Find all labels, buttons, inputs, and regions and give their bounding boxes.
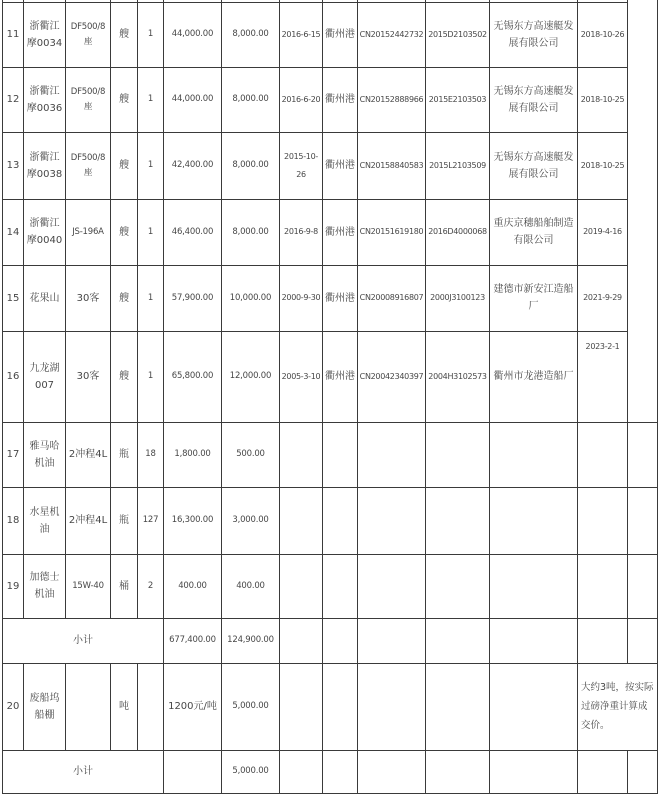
cell-price: 42,400.00 [164,132,222,199]
cell-unit: 吨 [111,663,138,750]
cell-maker: 衢州市龙港造船厂 [490,331,578,422]
cell-model: DF500/8座 [66,67,111,132]
cell-maker: 重庆京穗船舶制造有限公司 [490,199,578,265]
cell-cn-no [358,663,426,750]
subtotal-price: 677,400.00 [164,618,222,663]
cell-name: 九龙湖007 [24,331,66,422]
cell-maker: 无锡东方高速艇发展有限公司 [490,67,578,132]
cell-name: 浙衢江摩0036 [24,67,66,132]
table-row-17 [3,422,658,487]
cell-date [280,487,323,554]
cell-date2: 2021-9-29 [578,265,628,331]
cell-qty [138,663,164,750]
cell-remark [628,554,658,618]
cell-deposit: 8,000.00 [222,199,280,265]
cell-deposit: 8,000.00 [222,132,280,199]
cell-qty: 1 [138,331,164,422]
cell-cn-no [358,487,426,554]
cell-no: 19 [3,554,24,618]
cell-unit: 艘 [111,265,138,331]
cell-reg-no: 2016D4000068 [426,199,490,265]
cell-unit: 瓶 [111,487,138,554]
cell-name: 花果山 [24,265,66,331]
cell-port: 衢州港 [323,265,358,331]
cell-price: 44,000.00 [164,67,222,132]
cell-qty: 1 [138,67,164,132]
table-row-20 [3,663,658,750]
cell-reg-no: 2015E2103503 [426,67,490,132]
auction-items-table [2,0,658,794]
empty-cell [628,750,658,793]
cell-model: 30客 [66,265,111,331]
cell-unit: 艘 [111,67,138,132]
cell-no: 15 [3,265,24,331]
cell-port: 衢州港 [323,132,358,199]
cell-date2 [578,554,628,618]
cell-deposit: 8,000.00 [222,2,280,67]
cell-deposit: 5,000.00 [222,663,280,750]
cell-name: 雅马哈机油 [24,422,66,487]
cell-date [280,554,323,618]
table-row-12 [3,67,658,132]
cell-cn-no: CN20151619180 [358,199,426,265]
cell-model: DF500/8座 [66,2,111,67]
cell-model [66,663,111,750]
cell-name: 浙衢江摩0038 [24,132,66,199]
table-row-13 [3,132,658,199]
table-row-15 [3,265,658,331]
empty-cell [323,618,358,663]
empty-cell [426,750,490,793]
cell-unit: 桶 [111,554,138,618]
cell-qty: 1 [138,132,164,199]
subtotal-row-1 [3,618,658,663]
cell-port: 衢州港 [323,2,358,67]
cell-port [323,663,358,750]
cell-reg-no [426,663,490,750]
cell-reg-no: 2004H3102573 [426,331,490,422]
empty-cell [358,750,426,793]
cell-unit: 艘 [111,199,138,265]
cell-name: 废船坞船棚 [24,663,66,750]
cell-price: 1200元/吨 [164,663,222,750]
cell-date2: 2019-4-16 [578,199,628,265]
cell-no: 14 [3,199,24,265]
cell-no: 16 [3,331,24,422]
cell-price: 400.00 [164,554,222,618]
table-row-11 [3,2,658,67]
remark-merged-cell [628,0,658,422]
cell-port [323,487,358,554]
cell-qty: 127 [138,487,164,554]
cell-date: 2016-9-8 [280,199,323,265]
cell-cn-no [358,554,426,618]
cell-date: 2015-10-26 [280,132,323,199]
cell-qty: 1 [138,265,164,331]
cell-maker: 建德市新安江造船厂 [490,265,578,331]
cell-deposit: 400.00 [222,554,280,618]
cell-cn-no: CN20152442732 [358,2,426,67]
table-row-14 [3,199,658,265]
empty-cell [280,750,323,793]
cell-maker [490,487,578,554]
cell-cn-no: CN20008916807 [358,265,426,331]
cell-no: 18 [3,487,24,554]
cell-deposit: 10,000.00 [222,265,280,331]
empty-cell [426,618,490,663]
cell-model: 15W-40 [66,554,111,618]
cell-unit: 艘 [111,132,138,199]
cell-price: 46,400.00 [164,199,222,265]
cell-port [323,422,358,487]
cell-reg-no: 2000J3100123 [426,265,490,331]
cell-deposit: 3,000.00 [222,487,280,554]
empty-cell [578,750,628,793]
cell-date2: 2018-10-25 [578,67,628,132]
cell-remark [628,422,658,487]
cell-port: 衢州港 [323,199,358,265]
cell-qty: 2 [138,554,164,618]
subtotal-row-2 [3,750,658,793]
cell-name: 浙衢江摩0040 [24,199,66,265]
cell-maker [490,422,578,487]
cell-model: 2冲程4L [66,422,111,487]
empty-cell [490,750,578,793]
table-row-19 [3,554,658,618]
cell-deposit: 500.00 [222,422,280,487]
cell-port: 衢州港 [323,67,358,132]
cell-price: 16,300.00 [164,487,222,554]
cell-maker: 无锡东方高速艇发展有限公司 [490,2,578,67]
cell-date: 2005-3-10 [280,331,323,422]
cell-qty: 1 [138,2,164,67]
cell-reg-no: 2015D2103502 [426,2,490,67]
cell-cn-no: CN20042340397 [358,331,426,422]
cell-price: 1,800.00 [164,422,222,487]
cell-date: 2016-6-20 [280,67,323,132]
cell-deposit: 8,000.00 [222,67,280,132]
cell-name: 水星机油 [24,487,66,554]
cell-price: 44,000.00 [164,2,222,67]
cell-cn-no: CN20158840583 [358,132,426,199]
subtotal-deposit: 124,900.00 [222,618,280,663]
cell-date2: 2023-2-1 [578,331,628,422]
cell-qty: 1 [138,199,164,265]
cell-name: 加德士机油 [24,554,66,618]
cell-maker: 无锡东方高速艇发展有限公司 [490,132,578,199]
cell-unit: 艘 [111,331,138,422]
empty-cell [578,618,628,663]
cell-no: 11 [3,2,24,67]
empty-cell [280,618,323,663]
cell-cn-no [358,422,426,487]
cell-price: 65,800.00 [164,331,222,422]
cell-unit: 艘 [111,2,138,67]
cell-reg-no [426,422,490,487]
cell-date2 [578,422,628,487]
cell-no: 17 [3,422,24,487]
cell-date2 [578,487,628,554]
empty-cell [358,618,426,663]
cell-name: 浙衢江摩0034 [24,2,66,67]
table-row-18 [3,487,658,554]
empty-cell [323,750,358,793]
subtotal-label: 小计 [3,618,164,663]
empty-cell [490,618,578,663]
cell-maker [490,663,578,750]
cell-date2: 2018-10-25 [578,132,628,199]
cell-date2: 2018-10-26 [578,2,628,67]
cell-maker [490,554,578,618]
cell-cn-no: CN20152888966 [358,67,426,132]
table-row-16 [3,331,658,422]
cell-deposit: 12,000.00 [222,331,280,422]
cell-date: 2000-9-30 [280,265,323,331]
cell-model: 30客 [66,331,111,422]
cell-model: DF500/8座 [66,132,111,199]
cell-model: JS-196A [66,199,111,265]
cell-no: 13 [3,132,24,199]
cell-port: 衢州港 [323,331,358,422]
cell-date: 2016-6-15 [280,2,323,67]
cell-qty: 18 [138,422,164,487]
cell-reg-no: 2015L2103509 [426,132,490,199]
cell-date [280,663,323,750]
cell-price: 57,900.00 [164,265,222,331]
cell-remark: 大约3吨，按实际过磅净重计算成交价。 [578,663,658,750]
cell-date [280,422,323,487]
empty-cell [628,618,658,663]
cell-remark [628,487,658,554]
subtotal-price [164,750,222,793]
cell-reg-no [426,554,490,618]
cell-model: 2冲程4L [66,487,111,554]
subtotal-deposit: 5,000.00 [222,750,280,793]
cell-no: 20 [3,663,24,750]
cell-no: 12 [3,67,24,132]
cell-reg-no [426,487,490,554]
cell-port [323,554,358,618]
subtotal-label: 小计 [3,750,164,793]
cell-unit: 瓶 [111,422,138,487]
